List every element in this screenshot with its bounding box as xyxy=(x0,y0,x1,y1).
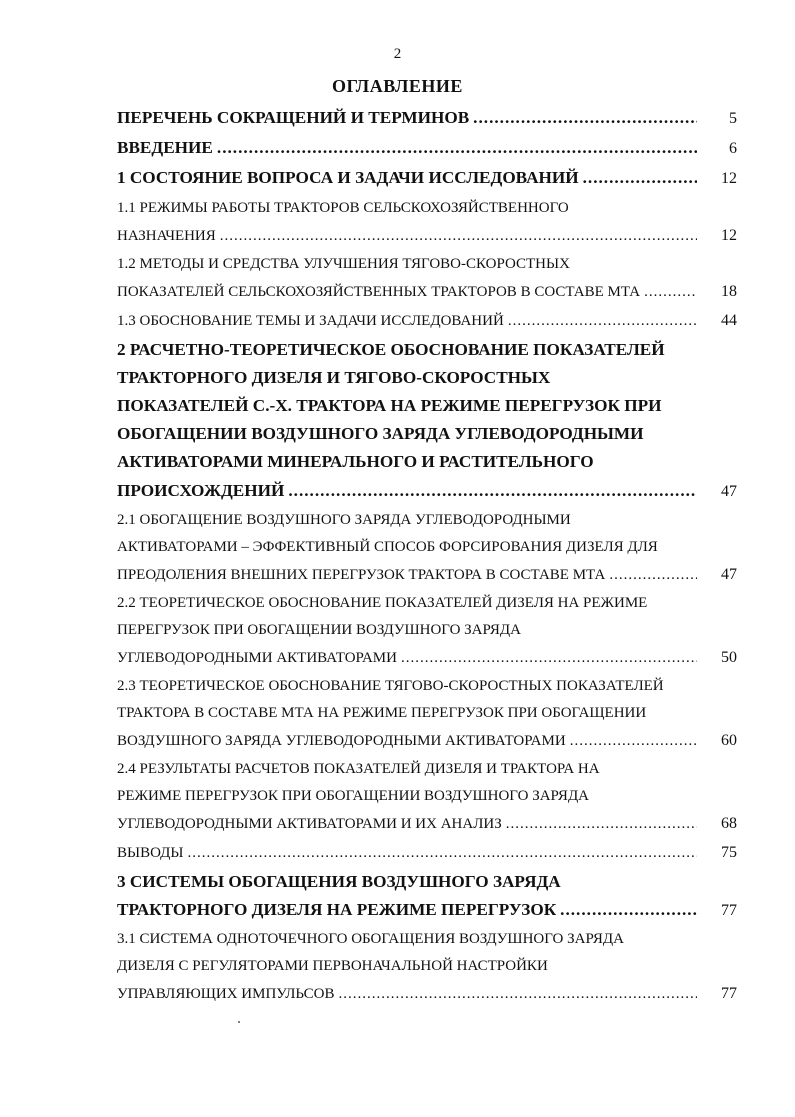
toc-entry-line xyxy=(117,195,737,222)
toc-entry-line xyxy=(117,590,737,617)
dot-leader xyxy=(570,728,697,755)
toc-entry-text: ТРАКТОРНОГО ДИЗЕЛЯ И ТЯГОВО-СКОРОСТНЫХ xyxy=(117,367,551,387)
toc-entry-text: ВВЕДЕНИЕ xyxy=(117,138,213,158)
toc-entry-text: ТРАКТОРА В СОСТАВЕ МТА НА РЕЖИМЕ ПЕРЕГРУЗОК ПРИ ОБОГАЩЕНИИ xyxy=(117,704,647,721)
toc-entry-line xyxy=(117,727,737,754)
toc-entry-text: ОБОГАЩЕНИИ ВОЗДУШНОГО ЗАРЯДА УГЛЕВОДОРОДНЫМИ xyxy=(117,424,644,444)
toc-entry-line xyxy=(117,783,737,810)
toc-entry xyxy=(117,195,737,249)
dot-leader xyxy=(560,896,697,924)
toc-entry-text: ПЕРЕГРУЗОК ПРИ ОБОГАЩЕНИИ ВОЗДУШНОГО ЗАРЯДА xyxy=(117,621,521,638)
toc-entry-line xyxy=(117,364,737,392)
dot-leader xyxy=(508,308,697,335)
toc-page-number: 50 xyxy=(721,648,737,666)
toc-entry xyxy=(117,673,737,754)
toc-entry-line xyxy=(117,222,737,249)
toc-entry-line xyxy=(117,980,737,1007)
dot-leader xyxy=(217,134,697,162)
toc-entry-line xyxy=(117,392,737,420)
toc-entry-text: 3 СИСТЕМЫ ОБОГАЩЕНИЯ ВОЗДУШНОГО ЗАРЯДА xyxy=(117,871,561,891)
toc-entry-line xyxy=(117,617,737,644)
toc-entry-line xyxy=(117,926,737,953)
toc-entry-text: 1.1 РЕЖИМЫ РАБОТЫ ТРАКТОРОВ СЕЛЬСКОХОЗЯЙСТВЕННОГО xyxy=(117,199,569,216)
dot-leader xyxy=(401,645,697,672)
toc-entry-line xyxy=(117,810,737,837)
toc-entry-text: 2.3 ТЕОРЕТИЧЕСКОЕ ОБОСНОВАНИЕ ТЯГОВО-СКОРОСТНЫХ ПОКАЗАТЕЛЕЙ xyxy=(117,677,664,694)
dot-leader xyxy=(506,811,697,838)
toc-entry-text: 2 РАСЧЕТНО-ТЕОРЕТИЧЕСКОЕ ОБОСНОВАНИЕ ПОКАЗАТЕЛЕЙ xyxy=(117,339,665,359)
page-number: 2 xyxy=(393,46,402,62)
toc-page-number: 18 xyxy=(721,282,737,300)
toc-entry-text: УПРАВЛЯЮЩИХ ИМПУЛЬСОВ xyxy=(117,986,335,1003)
dot-leader xyxy=(644,279,697,306)
toc-entry-line xyxy=(117,644,737,671)
scan-speck xyxy=(238,1021,240,1023)
toc-title: ОГЛАВЛЕНИЕ xyxy=(332,76,463,96)
toc-entry-text: НАЗНАЧЕНИЯ xyxy=(117,227,216,244)
toc-entry-line xyxy=(117,561,737,588)
toc-page-number: 77 xyxy=(721,901,737,919)
toc-entry-text: 1.2 МЕТОДЫ И СРЕДСТВА УЛУЧШЕНИЯ ТЯГОВО-СКОРОСТНЫХ xyxy=(117,255,570,272)
toc-entry-text: 1 СОСТОЯНИЕ ВОПРОСА И ЗАДАЧИ ИССЛЕДОВАНИЙ xyxy=(117,168,579,188)
toc-entry-text: ПОКАЗАТЕЛЕЙ СЕЛЬСКОХОЗЯЙСТВЕННЫХ ТРАКТОРОВ В СОСТАВЕ МТА xyxy=(117,283,641,300)
toc-entry xyxy=(117,839,737,866)
dot-leader xyxy=(288,477,697,505)
dot-leader xyxy=(583,164,697,192)
dot-leader xyxy=(473,104,697,132)
toc-entry-line xyxy=(117,448,737,476)
toc-entry xyxy=(117,590,737,671)
toc-entry-text: 3.1 СИСТЕМА ОДНОТОЧЕЧНОГО ОБОГАЩЕНИЯ ВОЗДУШНОГО ЗАРЯДА xyxy=(117,931,624,948)
toc-page-number: 68 xyxy=(721,814,737,832)
toc-entry-line xyxy=(117,953,737,980)
toc-entry-text: УГЛЕВОДОРОДНЫМИ АКТИВАТОРАМИ xyxy=(117,649,397,666)
toc-entry-text: ДИЗЕЛЯ С РЕГУЛЯТОРАМИ ПЕРВОНАЧАЛЬНОЙ НАСТРОЙКИ xyxy=(117,958,548,975)
toc-page-number: 44 xyxy=(721,311,737,329)
toc-page-number: 75 xyxy=(721,843,737,861)
toc-entry-text: ВЫВОДЫ xyxy=(117,844,184,861)
toc-entry xyxy=(117,164,737,192)
toc-entry xyxy=(117,756,737,837)
toc-page-number: 60 xyxy=(721,731,737,749)
toc-entry-text: 2.4 РЕЗУЛЬТАТЫ РАСЧЕТОВ ПОКАЗАТЕЛЕЙ ДИЗЕЛЯ И ТРАКТОРА НА xyxy=(117,760,600,777)
toc-entry-text: ПРОИСХОЖДЕНИЙ xyxy=(117,480,285,500)
toc-page-number: 6 xyxy=(729,140,737,158)
toc-entry xyxy=(117,868,737,924)
toc-entry-line xyxy=(117,868,737,896)
toc-entry-line xyxy=(117,134,737,162)
toc-entry-line xyxy=(117,839,737,866)
toc-entry-line xyxy=(117,477,737,505)
toc-entry-text: 2.2 ТЕОРЕТИЧЕСКОЕ ОБОСНОВАНИЕ ПОКАЗАТЕЛЕЙ ДИЗЕЛЯ НА РЕЖИМЕ xyxy=(117,594,648,611)
toc-entry-text: ПРЕОДОЛЕНИЯ ВНЕШНИХ ПЕРЕГРУЗОК ТРАКТОРА В СОСТАВЕ МТА xyxy=(117,566,606,583)
toc-entry-line xyxy=(117,534,737,561)
dot-leader xyxy=(188,840,698,867)
toc-entry-text: ПЕРЕЧЕНЬ СОКРАЩЕНИЙ И ТЕРМИНОВ xyxy=(117,108,470,127)
toc-page-number: 47 xyxy=(721,482,737,500)
toc-entry xyxy=(117,134,737,162)
toc-entry-text: 1.3 ОБОСНОВАНИЕ ТЕМЫ И ЗАДАЧИ ИССЛЕДОВАНИЙ xyxy=(117,312,504,329)
toc-entry-line xyxy=(117,251,737,278)
toc-entry-line xyxy=(117,164,737,192)
toc-entry-text: 2.1 ОБОГАЩЕНИЕ ВОЗДУШНОГО ЗАРЯДА УГЛЕВОДОРОДНЫМИ xyxy=(117,511,571,528)
toc-entry-text: ТРАКТОРНОГО ДИЗЕЛЯ НА РЕЖИМЕ ПЕРЕГРУЗОК xyxy=(117,899,557,919)
toc-entry-text: АКТИВАТОРАМИ МИНЕРАЛЬНОГО И РАСТИТЕЛЬНОГО xyxy=(117,452,594,472)
dot-leader xyxy=(338,981,697,1008)
toc-entry xyxy=(117,251,737,305)
toc-entry-text: УГЛЕВОДОРОДНЫМИ АКТИВАТОРАМИ И ИХ АНАЛИЗ xyxy=(117,815,502,832)
toc-page-number: 5 xyxy=(729,110,737,127)
toc-entry-line xyxy=(117,507,737,534)
toc-entry xyxy=(117,926,737,1007)
toc-entry-line xyxy=(117,278,737,305)
toc-entry-text: ВОЗДУШНОГО ЗАРЯДА УГЛЕВОДОРОДНЫМИ АКТИВАТОРАМИ xyxy=(117,732,566,749)
toc-entry xyxy=(117,307,737,334)
dot-leader xyxy=(220,223,697,250)
dot-leader xyxy=(609,562,697,589)
table-of-contents xyxy=(117,104,737,1007)
toc-entry-line xyxy=(117,307,737,334)
toc-entry-line xyxy=(117,336,737,364)
toc-page-number: 77 xyxy=(721,985,737,1003)
toc-entry-line xyxy=(117,104,737,132)
toc-entry-text: РЕЖИМЕ ПЕРЕГРУЗОК ПРИ ОБОГАЩЕНИИ ВОЗДУШНОГО ЗАРЯДА xyxy=(117,787,590,804)
toc-entry-line xyxy=(117,756,737,783)
toc-entry-line xyxy=(117,700,737,727)
toc-entry-text: ПОКАЗАТЕЛЕЙ С.-Х. ТРАКТОРА НА РЕЖИМЕ ПЕРЕГРУЗОК ПРИ xyxy=(117,395,662,415)
toc-entry-text: АКТИВАТОРАМИ – ЭФФЕКТИВНЫЙ СПОСОБ ФОРСИРОВАНИЯ ДИЗЕЛЯ ДЛЯ xyxy=(117,538,658,555)
toc-entry-line xyxy=(117,673,737,700)
toc-entry-line xyxy=(117,420,737,448)
toc-page-number: 12 xyxy=(721,170,737,188)
toc-page-number: 12 xyxy=(721,226,737,244)
toc-entry-line xyxy=(117,896,737,924)
toc-entry xyxy=(117,104,737,132)
toc-page-number: 47 xyxy=(721,565,737,583)
toc-entry xyxy=(117,336,737,505)
toc-entry xyxy=(117,507,737,588)
